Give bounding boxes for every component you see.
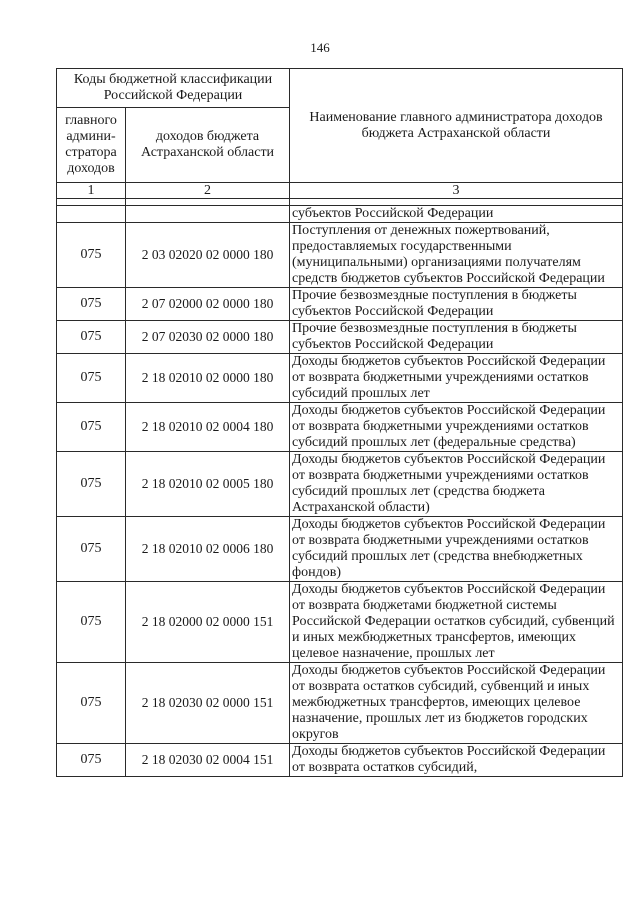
revenue-code-cell: 2 18 02010 02 0006 180 [126,517,290,582]
revenue-code-cell: 2 07 02030 02 0000 180 [126,321,290,354]
table-row [57,744,623,777]
admin-code-cell: 075 [57,403,126,452]
column-number-1: 1 [57,183,126,199]
revenue-name-cell: Поступления от денежных пожертвований, предоставляемых государственными (муниципальными) организациями получателям средств бюджетов субъектов Российской Федерации [290,223,623,288]
page-number: 146 [310,40,330,55]
table-header [57,69,623,206]
table-row [57,582,623,663]
column-number-3: 3 [290,183,623,199]
revenue-code-cell: 2 18 02030 02 0004 151 [126,744,290,777]
admin-code-cell: 075 [57,288,126,321]
table-row [57,403,623,452]
header-admin-column: главного админи-стратора доходов [57,108,126,183]
revenue-name-cell: Доходы бюджетов субъектов Российской Федерации от возврата бюджетными учреждениями остатков субсидий прошлых лет (средства внебюджетных фондов) [290,517,623,582]
blank-cell [290,199,623,206]
revenue-name-cell: Прочие безвозмездные поступления в бюджеты субъектов Российской Федерации [290,321,623,354]
admin-code-cell: 075 [57,223,126,288]
blank-cell [57,199,126,206]
revenue-code-cell: 2 18 02000 02 0000 151 [126,582,290,663]
revenue-name-cell: Доходы бюджетов субъектов Российской Федерации от возврата бюджетными учреждениями остатков субсидий прошлых лет (федеральные средства) [290,403,623,452]
revenue-code-cell [126,206,290,223]
table-row [57,452,623,517]
admin-code-cell: 075 [57,517,126,582]
table-row [57,517,623,582]
table-row [57,663,623,744]
admin-code-cell: 075 [57,744,126,777]
table-row [57,354,623,403]
table-row [57,288,623,321]
admin-code-cell: 075 [57,321,126,354]
revenue-name-cell: Доходы бюджетов субъектов Российской Федерации от возврата бюджетами бюджетной системы Российской Федерации остатков субсидий, субвенций и иных межбюджетных трансфертов, имеющих целевое назначение, прошлых лет [290,582,623,663]
revenue-code-cell: 2 18 02030 02 0000 151 [126,663,290,744]
revenue-name-cell: Доходы бюджетов субъектов Российской Федерации от возврата остатков субсидий, [290,744,623,777]
continuation-row [57,206,623,223]
admin-code-cell: 075 [57,663,126,744]
revenue-code-cell: 2 18 02010 02 0005 180 [126,452,290,517]
header-codes-group: Коды бюджетной классификации Российской Федерации [57,69,290,108]
header-name-column: Наименование главного администратора доходов бюджета Астраханской области [290,69,623,183]
revenue-name-cell: Доходы бюджетов субъектов Российской Федерации от возврата бюджетными учреждениями остатков субсидий прошлых лет [290,354,623,403]
header-revenue-column: доходов бюджета Астраханской области [126,108,290,183]
revenue-name-cell: субъектов Российской Федерации [290,206,623,223]
admin-code-cell: 075 [57,354,126,403]
column-number-2: 2 [126,183,290,199]
admin-code-cell: 075 [57,452,126,517]
revenue-name-cell: Доходы бюджетов субъектов Российской Федерации от возврата бюджетными учреждениями остатков субсидий прошлых лет (средства бюджета Астраханской области) [290,452,623,517]
revenue-code-cell: 2 03 02020 02 0000 180 [126,223,290,288]
table-row [57,223,623,288]
revenue-code-cell: 2 18 02010 02 0004 180 [126,403,290,452]
revenue-name-cell: Прочие безвозмездные поступления в бюджеты субъектов Российской Федерации [290,288,623,321]
revenue-code-cell: 2 07 02000 02 0000 180 [126,288,290,321]
admin-code-cell: 075 [57,582,126,663]
admin-code-cell [57,206,126,223]
revenue-code-cell: 2 18 02010 02 0000 180 [126,354,290,403]
table-body [57,206,623,777]
revenue-name-cell: Доходы бюджетов субъектов Российской Федерации от возврата остатков субсидий, субвенций и иных межбюджетных трансфертов, имеющих целевое назначение, прошлых лет из бюджетов городских округов [290,663,623,744]
budget-classification-table [56,68,623,777]
table-row [57,321,623,354]
blank-cell [126,199,290,206]
